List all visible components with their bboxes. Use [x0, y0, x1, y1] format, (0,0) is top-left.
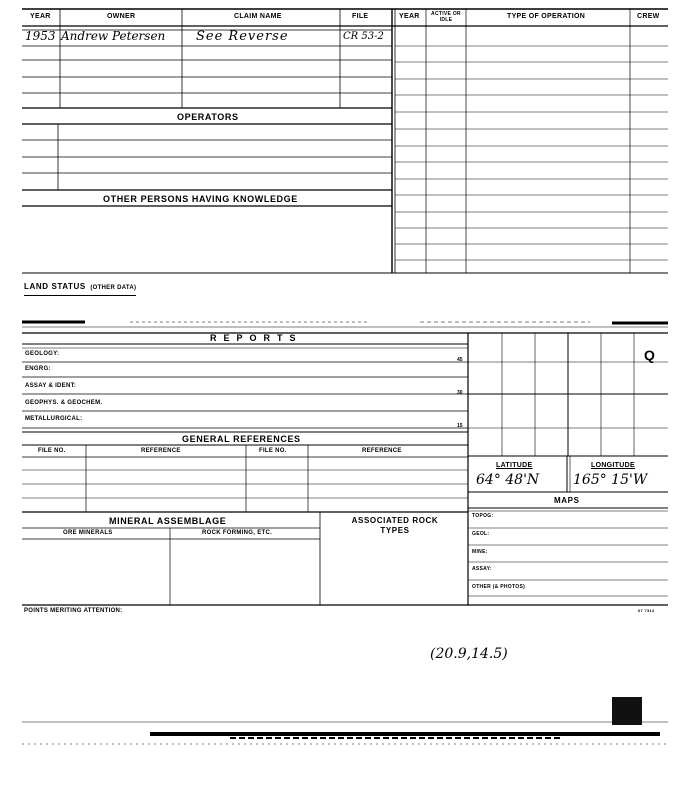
- handwritten-coordinates: (20.9,14.5): [430, 646, 508, 662]
- land-status-label: LAND STATUS: [24, 282, 86, 291]
- entry-year: 1953: [25, 29, 56, 43]
- latitude-value: 64° 48'N: [476, 472, 540, 488]
- header-type-of-operation: TYPE OF OPERATION: [507, 13, 586, 20]
- grid-number-30: 30: [457, 390, 463, 396]
- grid-mark-q: Q: [644, 347, 655, 363]
- ref-header-reference-1: REFERENCE: [141, 448, 181, 454]
- map-mine: MINE:: [472, 549, 488, 555]
- reports-heading: REPORTS: [210, 333, 303, 343]
- ref-header-reference-2: REFERENCE: [362, 448, 402, 454]
- scan-blot: [612, 697, 642, 725]
- longitude-value: 165° 15'W: [573, 472, 648, 488]
- points-meriting-attention: POINTS MERITING ATTENTION:: [24, 608, 123, 614]
- land-status: [24, 276, 136, 296]
- latitude-label: LATITUDE: [496, 462, 533, 469]
- header-owner: OWNER: [107, 13, 136, 20]
- general-references-heading: GENERAL REFERENCES: [182, 434, 301, 444]
- land-status-sublabel: (OTHER DATA): [90, 285, 137, 291]
- map-other: OTHER (& PHOTOS): [472, 584, 526, 590]
- ore-minerals-label: ORE MINERALS: [63, 530, 113, 536]
- report-geophys: GEOPHYS. & GEOCHEM.: [25, 400, 103, 406]
- form-number: 67 7312: [638, 608, 655, 613]
- rock-forming-label: ROCK FORMING, ETC.: [202, 530, 273, 536]
- report-engrg: ENGRG:: [25, 366, 51, 372]
- header-crew: CREW: [637, 13, 660, 20]
- map-assay: ASSAY:: [472, 566, 492, 572]
- mineral-assemblage-heading: MINERAL ASSEMBLAGE: [109, 516, 227, 526]
- map-geol: GEOL:: [472, 531, 490, 537]
- header-year: YEAR: [30, 13, 51, 20]
- entry-owner: Andrew Petersen: [61, 29, 166, 43]
- header-active-idle: ACTIVE OR IDLE: [431, 11, 461, 23]
- other-persons-heading: OTHER PERSONS HAVING KNOWLEDGE: [103, 194, 298, 204]
- operators-heading: OPERATORS: [177, 112, 239, 122]
- ref-header-file-no-2: FILE NO.: [259, 448, 287, 454]
- report-geology: GEOLOGY:: [25, 351, 60, 357]
- grid-number-45: 45: [457, 357, 463, 363]
- entry-file: CR 53-2: [343, 31, 384, 42]
- header-claim-name: CLAIM NAME: [234, 13, 282, 20]
- entry-claim-name: See Reverse: [196, 29, 289, 44]
- header-file: FILE: [352, 13, 369, 20]
- report-metallurgical: METALLURGICAL:: [25, 416, 83, 422]
- grid-number-15: 15: [457, 423, 463, 429]
- ref-header-file-no-1: FILE NO.: [38, 448, 66, 454]
- longitude-label: LONGITUDE: [591, 462, 635, 469]
- map-topog: TOPOG:: [472, 513, 494, 519]
- header-year-2: YEAR: [399, 13, 420, 20]
- report-assay: ASSAY & IDENT:: [25, 383, 77, 389]
- associated-rock-types-label: ASSOCIATED ROCK TYPES: [351, 516, 439, 535]
- maps-heading: MAPS: [554, 496, 580, 505]
